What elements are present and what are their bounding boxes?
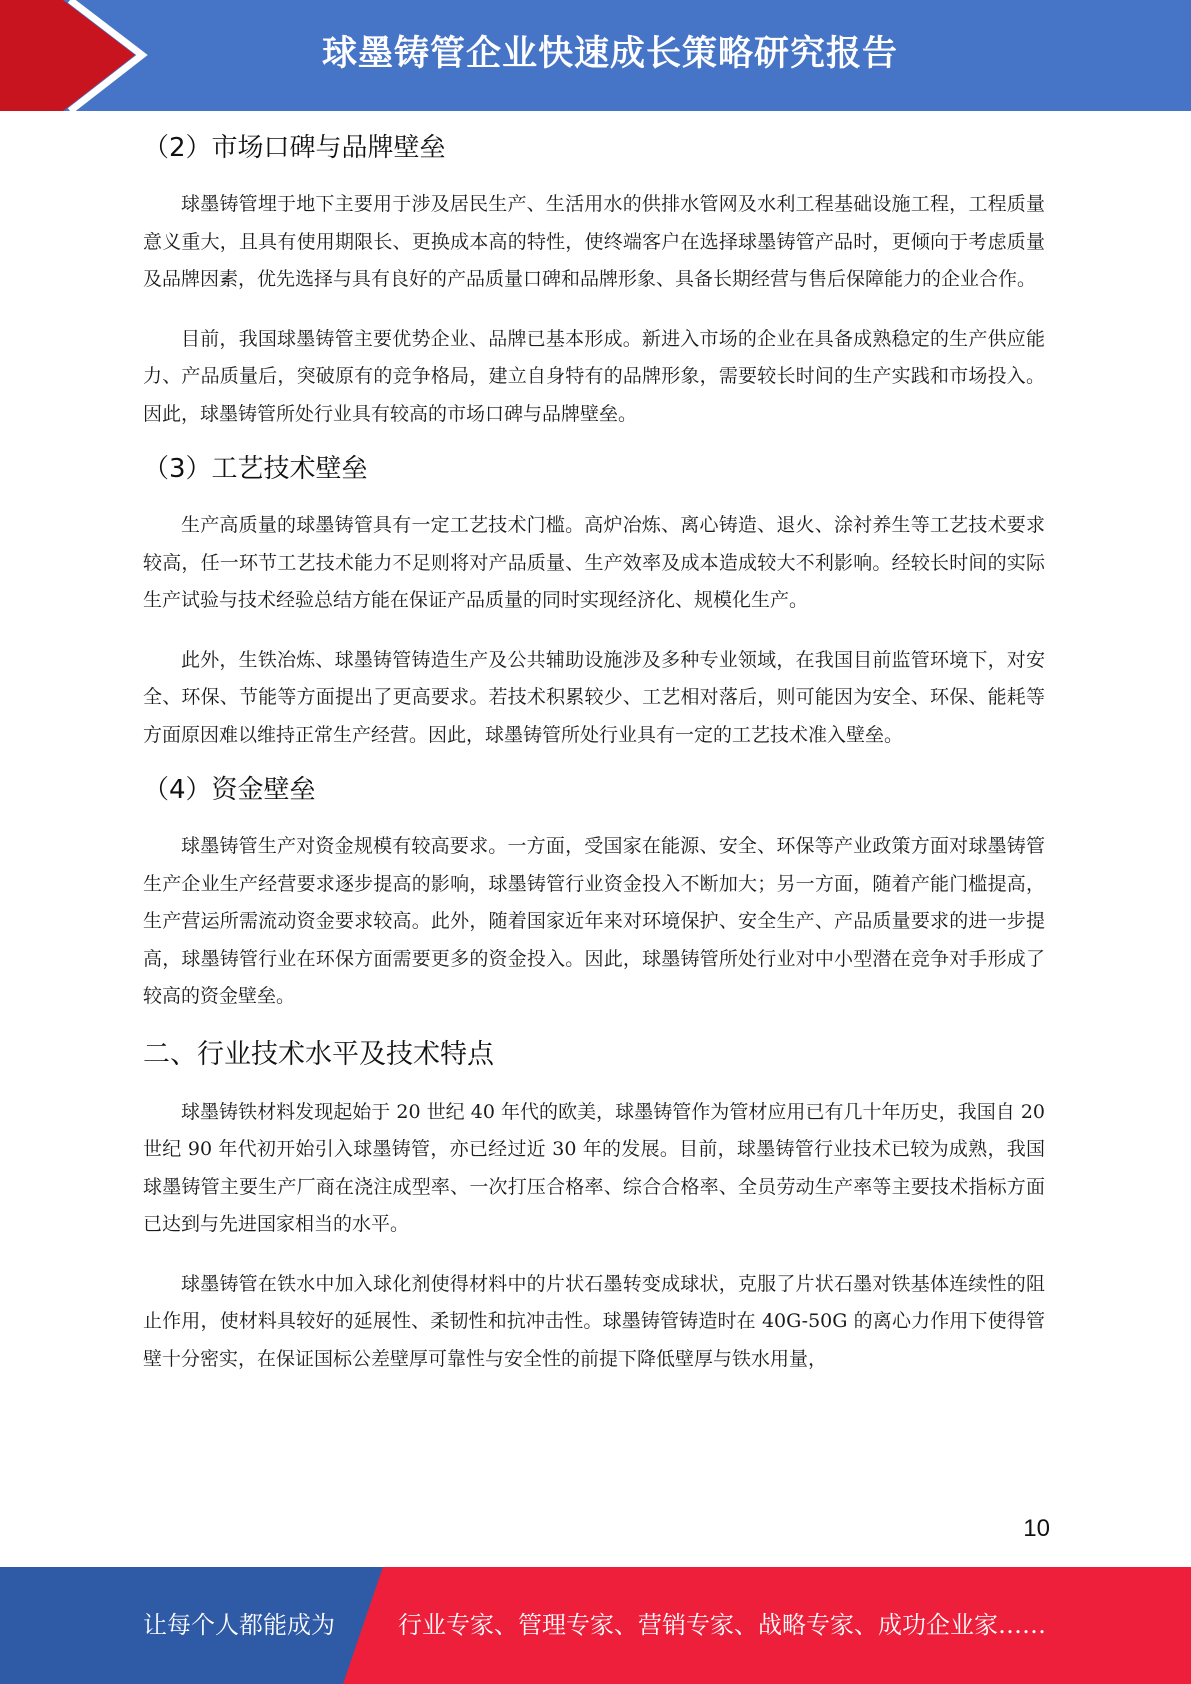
- section-heading-brand-barrier: （2）市场口碑与品牌壁垒: [143, 133, 446, 163]
- paragraph: 球墨铸管在铁水中加入球化剂使得材料中的片状石墨转变成球状，克服了片状石墨对铁基体连续性的阻止作用，使材料具较好的延展性、柔韧性和抗冲击性。球墨铸管铸造时在 40G-50G 的离心力作用下使得管壁十分密实，在保证国标公差壁厚可靠性与安全性的前提下降低壁厚与铁水用量，: [143, 1272, 1045, 1370]
- section-heading-capital-barrier: （4）资金壁垒: [143, 775, 316, 805]
- header-band: [0, 0, 1191, 111]
- paragraph: 球墨铸铁材料发现起始于 20 世纪 40 年代的欧美，球墨铸管作为管材应用已有几十年历史，我国自 20 世纪 90 年代初开始引入球墨铸管，亦已经过近 30 年的发展。目前，球墨铸管行业技术已较为成熟，我国球墨铸管主要生产厂商在浇注成型率、一次打压合格率、综合合格率、全员劳动生产率等主要技术指标方面已达到与先进国家相当的水平。: [143, 1100, 1045, 1235]
- paragraph: 球墨铸管埋于地下主要用于涉及居民生产、生活用水的供排水管网及水利工程基础设施工程，工程质量意义重大，且具有使用期限长、更换成本高的特性，使终端客户在选择球墨铸管产品时，更倾向于考虑质量及品牌因素，优先选择与具有良好的产品质量口碑和品牌形象、具备长期经营与售后保障能力的企业合作。: [143, 193, 1045, 290]
- footer-band: [0, 1567, 1191, 1684]
- page-content: [143, 118, 1045, 1378]
- section-heading-process-barrier: （3）工艺技术壁垒: [143, 454, 368, 484]
- footer-slogan-left: 让每个人都能成为: [143, 1611, 335, 1639]
- paragraph: 目前，我国球墨铸管主要优势企业、品牌已基本形成。新进入市场的企业在具备成熟稳定的生产供应能力、产品质量后，突破原有的竞争格局，建立自身特有的品牌形象，需要较长时间的生产实践和市场投入。因此，球墨铸管所处行业具有较高的市场口碑与品牌壁垒。: [143, 327, 1045, 425]
- footer-slogan-right: 行业专家、管理专家、营销专家、战略专家、成功企业家……: [398, 1611, 1046, 1639]
- paragraph: 此外，生铁冶炼、球墨铸管铸造生产及公共辅助设施涉及多种专业领域，在我国目前监管环境下，对安全、环保、节能等方面提出了更高要求。若技术积累较少、工艺相对落后，则可能因为安全、环保、能耗等方面原因难以维持正常生产经营。因此，球墨铸管所处行业具有一定的工艺技术准入壁垒。: [143, 648, 1045, 746]
- chapter-heading-technology: 二、行业技术水平及技术特点: [143, 1038, 494, 1070]
- header-arrow-graphic: [0, 0, 150, 111]
- document-title: 球墨铸管企业快速成长策略研究报告: [321, 34, 898, 74]
- paragraph: 生产高质量的球墨铸管具有一定工艺技术门槛。高炉冶炼、离心铸造、退火、涂衬养生等工艺技术要求较高，任一环节工艺技术能力不足则将对产品质量、生产效率及成本造成较大不利影响。经较长时间的实际生产试验与技术经验总结方能在保证产品质量的同时实现经济化、规模化生产。: [143, 514, 1045, 611]
- page-number: 10: [1023, 1515, 1050, 1542]
- paragraph: 球墨铸管生产对资金规模有较高要求。一方面，受国家在能源、安全、环保等产业政策方面对球墨铸管生产企业生产经营要求逐步提高的影响，球墨铸管行业资金投入不断加大；另一方面，随着产能门槛提高，生产营运所需流动资金要求较高。此外，随着国家近年来对环境保护、安全生产、产品质量要求的进一步提高，球墨铸管行业在环保方面需要更多的资金投入。因此，球墨铸管所处行业对中小型潜在竞争对手形成了较高的资金壁垒。: [143, 835, 1045, 1007]
